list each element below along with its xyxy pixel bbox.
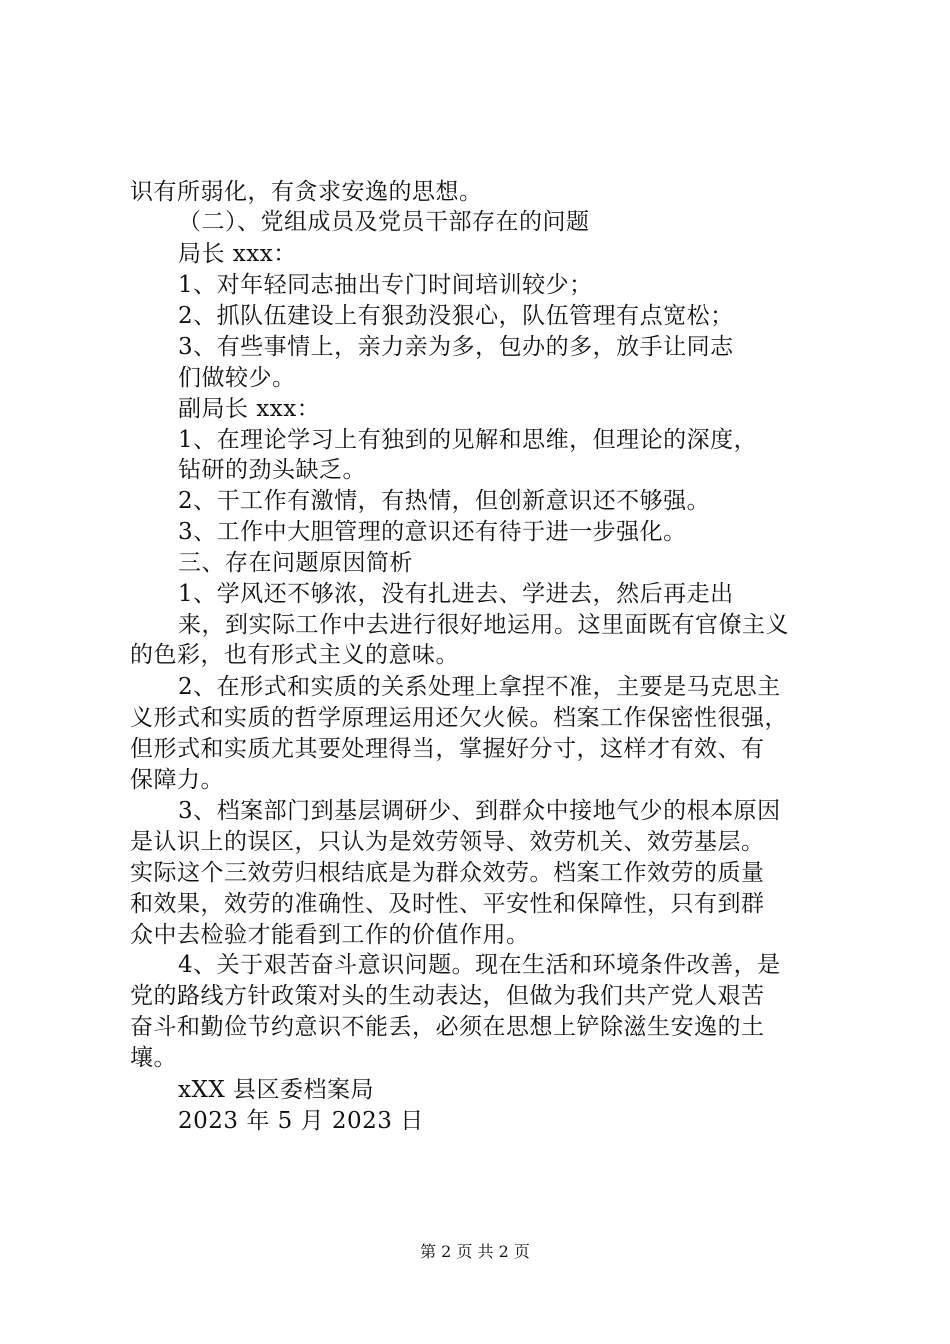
text-line: 2、在形式和实质的关系处理上拿捏不准，主要是马克思主 [178,674,781,700]
signature-date: 2023 年 5 月 2023 日 [178,1108,424,1134]
section-heading: 三、存在问题原因简析 [178,550,413,576]
text-line: 奋斗和勤俭节约意识不能丢，必须在思想上铲除滋生安逸的土 [130,1014,765,1040]
text-line: 义形式和实质的哲学原理运用还欠火候。档案工作保密性很强， [130,705,788,731]
signature-organization: xXX 县区委档案局 [178,1077,375,1103]
text-line: 是认识上的误区，只认为是效劳领导、效劳机关、效劳基层。 [130,829,765,855]
text-line: 2、抓队伍建设上有狠劲没狠心，队伍管理有点宽松； [178,303,734,329]
section-heading: （二）、党组成员及党员干部存在的问题 [178,209,590,235]
text-line: 但形式和实质尤其要处理得当，掌握好分寸，这样才有效、有 [130,736,765,762]
text-line: 实际这个三效劳归根结底是为群众效劳。档案工作效劳的质量 [130,860,765,886]
text-line: 1、对年轻同志抽出专门时间培训较少； [178,272,593,298]
text-line: 1、学风还不够浓，没有扎进去、学进去，然后再走出 [178,581,734,607]
text-line: 3、档案部门到基层调研少、到群众中接地气少的根本原因 [178,798,781,824]
text-line: 众中去检验才能看到工作的价值作用。 [130,922,530,948]
page-number-footer: 第 2 页 共 2 页 [420,1242,530,1261]
text-line: 们做较少。 [178,365,296,391]
text-line: 2、干工作有激情，有热情，但创新意识还不够强。 [178,488,711,514]
text-line: 1、在理论学习上有独到的见解和思维，但理论的深度， [178,427,758,453]
text-line: 3、有些事情上，亲力亲为多，包办的多，放手让同志 [178,334,734,360]
text-line: 识有所弱化，有贪求安逸的思想。 [130,179,483,205]
text-line: 党的路线方针政策对头的生动表达，但做为我们共产党人艰苦 [130,983,765,1009]
text-line: 和效果，效劳的准确性、及时性、平安性和保障性，只有到群 [130,891,765,917]
text-line: 壤。 [130,1045,177,1071]
text-line: 副局长 xxx： [178,396,321,422]
text-line: 钻研的劲头缺乏。 [178,457,366,483]
text-line: 的色彩，也有形式主义的意味。 [130,642,459,668]
text-line: 保障力。 [130,767,224,793]
text-line: 局长 xxx： [178,241,297,267]
text-line: 4、关于艰苦奋斗意识问题。现在生活和环境条件改善，是 [178,952,781,978]
text-line: 来，到实际工作中去进行很好地运用。这里面既有官僚主义 [178,612,789,638]
text-line: 3、工作中大胆管理的意识还有待于进一步强化。 [178,519,687,545]
